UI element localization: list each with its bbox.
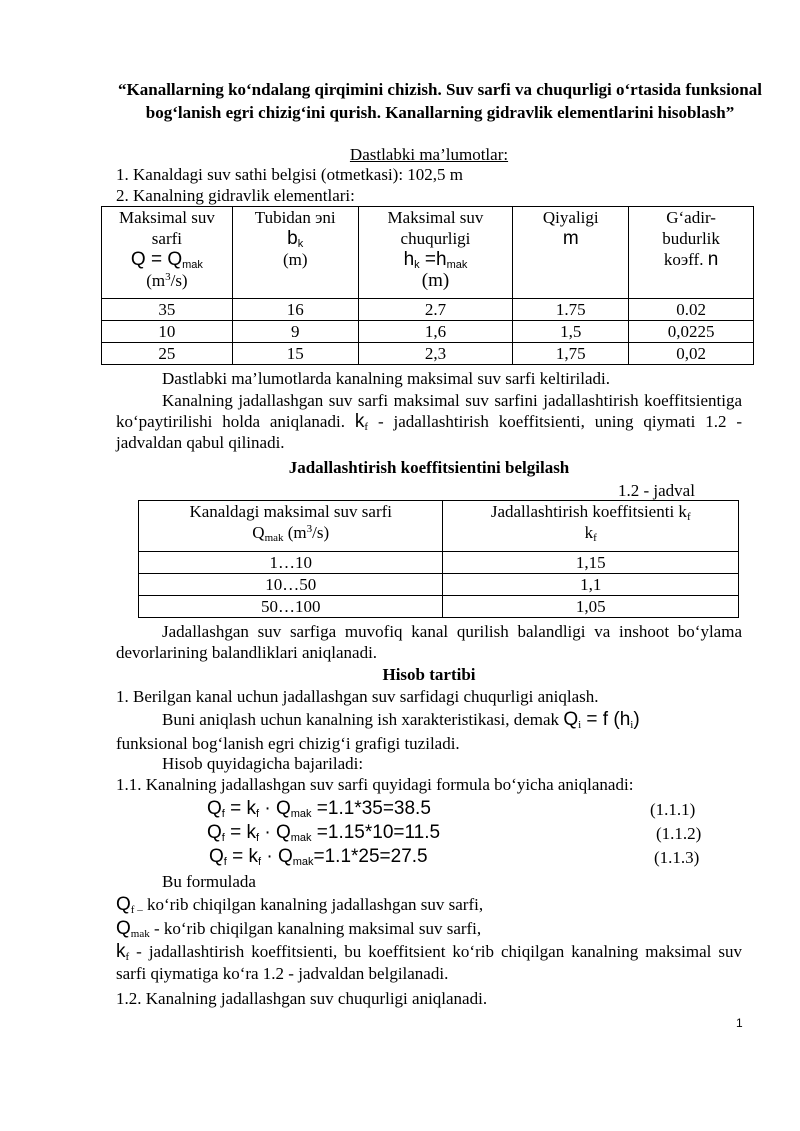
cell: 1,1 <box>443 574 739 596</box>
table-header-row <box>139 501 739 552</box>
definition-qf: $Q_{f -}$ ko‘rib chiqilgan kanalning jadallashgan suv sarfi, <box>116 894 484 916</box>
table-row <box>139 552 739 574</box>
formula-2-number: (1.1.2) <box>656 824 702 843</box>
cell: 0,0225 <box>629 321 754 343</box>
table-row <box>102 299 754 321</box>
table2-caption: 1.2 - jadval <box>618 481 695 500</box>
cell: 1,5 <box>513 321 629 343</box>
header-max-flow: Maksimal suv sarfi $Q = Q_{mak}$ $(m^3/s)$ <box>102 207 233 299</box>
header-max-flow: Kanaldagi maksimal suv sarfi $Q_{mak}$ $(m^3/s)$ <box>139 501 443 552</box>
cell: 15 <box>232 343 358 365</box>
step-1: 1. Berilgan kanal uchun jadallashgan suv sarfidagi chuqurligi aniqlash. <box>116 687 599 706</box>
cell: 0,02 <box>629 343 754 365</box>
cell: 10 <box>102 321 233 343</box>
header-roughness: G‘adir- budurlik koэff. n <box>629 207 754 299</box>
table2-heading: Jadallashtirish koeffitsientini belgilash <box>288 458 570 477</box>
cell: 2,3 <box>358 343 513 365</box>
cell: 1,15 <box>443 552 739 574</box>
bu-formulada: Bu formulada <box>162 872 256 891</box>
step-1-1: 1.1. Kanalning jadallashgan suv sarfi quyidagi formula bo‘yicha aniqlanadi: <box>116 775 634 794</box>
formula-1: $Q_f = k_f \cdot Q_{mak} =1.1*35=38.5$ <box>207 798 431 820</box>
item-1: 1. Kanaldagi suv sathi belgisi (otmetkasi): 102,5 m <box>116 165 464 184</box>
item-2: 2. Kanalning gidravlik elementlari: <box>116 186 355 205</box>
cell: 10…50 <box>139 574 443 596</box>
table-row <box>102 343 754 365</box>
table-row <box>102 321 754 343</box>
header-coefficient: Jadallashtirish koeffitsienti $k_f$ $k_f$ <box>443 501 739 552</box>
paragraph-3: Jadallashgan suv sarfiga muvofiq kanal qurilish balandligi va inshoot bo‘ylama devorlarining balandliklari aniqlanadi. <box>116 622 742 662</box>
cell: 1…10 <box>139 552 443 574</box>
formula-1-number: (1.1.1) <box>650 800 696 819</box>
cell: 1,75 <box>513 343 629 365</box>
step-1-2: 1.2. Kanalning jadallashgan suv chuqurligi aniqlanadi. <box>116 989 488 1008</box>
cell: 1,05 <box>443 596 739 618</box>
step-1-paragraph-2: Hisob quyidagicha bajariladi: <box>162 754 364 773</box>
paragraph-2: Kanalning jadallashgan suv sarfi maksimal suv sarfini jadallashtirish koeffitsientiga ko‘paytirilishi holda aniqlanadi. $k_f$ - jadallashtirish koeffitsienti, uning qiymati 1.2 - jadvaldan qabul qilinadi. <box>116 391 743 452</box>
definition-qmak: $Q_{mak}$ - ko‘rib chiqilgan kanalning maksimal suv sarfi, <box>116 918 482 940</box>
cell: 1.75 <box>513 299 629 321</box>
step-1-paragraph-cont: funksional bog‘lanish egri chizig‘i grafigi tuziladi. <box>116 734 460 753</box>
definition-kf: $k_f$ - jadallashtirish koeffitsienti, bu koeffitsient ko‘rib chiqilgan kanalning maksimal suv sarfi qiymatiga ko‘ra 1.2 - jadvaldan belgilanadi. <box>116 941 742 983</box>
document-title: “Kanallarning ko‘ndalang qirqimini chizish. Suv sarfi va chuqurligi o‘rtasida funksional bog‘lanish egri chizig‘ini qurish. Kanallarning gidravlik elementlarini hisoblash” <box>118 80 762 122</box>
formula-3: $Q_f = k_f \cdot Q_{mak}=1.1*25=27.5$ <box>209 846 428 868</box>
cell: 2.7 <box>358 299 513 321</box>
cell: 35 <box>102 299 233 321</box>
cell: 0.02 <box>629 299 754 321</box>
table-header-row <box>102 207 754 299</box>
cell: 1,6 <box>358 321 513 343</box>
header-bottom-width: Tubidan эni $b_k$ (m) <box>232 207 358 299</box>
table-row <box>139 574 739 596</box>
formula-3-number: (1.1.3) <box>654 848 700 867</box>
formula-2: $Q_f = k_f \cdot Q_{mak} =1.15*10=11.5$ <box>207 822 441 844</box>
cell: 16 <box>232 299 358 321</box>
page-number: 1 <box>736 1016 743 1030</box>
section-heading: Hisob tartibi <box>382 665 476 684</box>
cell: 9 <box>232 321 358 343</box>
step-1-paragraph: Buni aniqlash uchun kanalning ish xarakteristikasi, demak $Q_i = f$ $(h_i)$ <box>162 709 640 731</box>
cell: 25 <box>102 343 233 365</box>
table-row <box>139 596 739 618</box>
cell: 50…100 <box>139 596 443 618</box>
coefficient-table <box>138 500 739 618</box>
hydraulic-elements-table <box>101 206 754 365</box>
paragraph-1: Dastlabki ma’lumotlarda kanalning maksimal suv sarfi keltiriladi. <box>162 369 611 388</box>
header-max-depth: Maksimal suv chuqurligi $h_k =h_{mak}$ (m) <box>358 207 513 299</box>
header-slope: Qiyaligi m <box>513 207 629 299</box>
initial-data-heading: Dastlabki ma’lumotlar: <box>349 145 509 164</box>
